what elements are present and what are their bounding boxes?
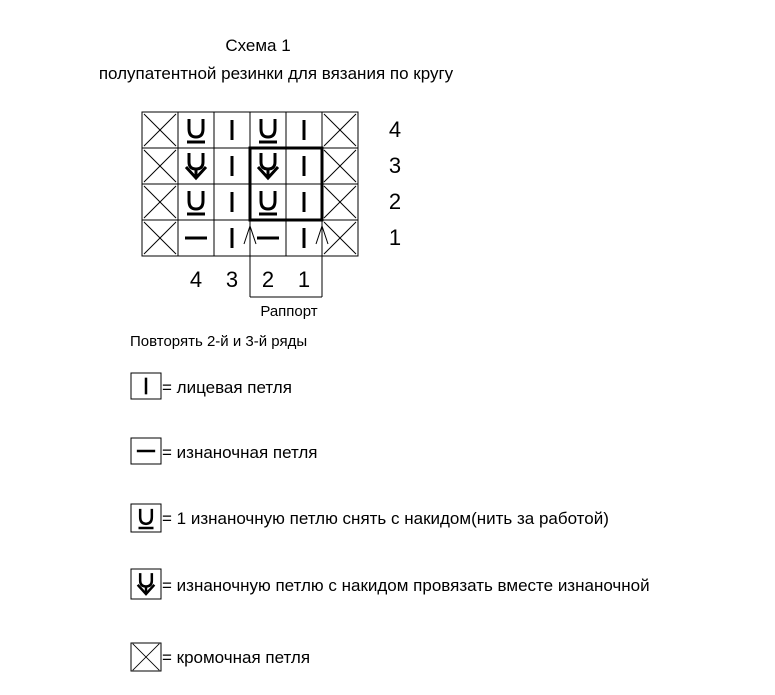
legend-text-edge: = кромочная петля: [162, 648, 311, 667]
rapport-label: Раппорт: [260, 303, 318, 320]
row-number-3: 3: [388, 153, 402, 178]
column-number-2: 2: [261, 267, 275, 292]
legend-text-purl-together: = изнаночную петлю с накидом провязать вместе изнаночной: [162, 576, 650, 595]
row-number-2: 2: [388, 189, 402, 214]
edge-stitch-icon: [324, 150, 356, 182]
slip-stitch-icon: [259, 191, 277, 214]
chart-subtitle: полупатентной резинки для вязания по кругу: [98, 64, 454, 83]
legend-item-slip: [131, 504, 609, 532]
column-number-1: 1: [297, 267, 311, 292]
purl-together-stitch-icon: [186, 153, 206, 178]
row-number-1: 1: [388, 225, 402, 250]
row-number-4: 4: [388, 117, 402, 142]
column-number-3: 3: [225, 267, 239, 292]
legend: [131, 373, 650, 671]
chart-title: Схема 1: [225, 36, 291, 55]
repeat-note: Повторять 2-й и 3-й ряды: [130, 333, 308, 350]
edge-stitch-icon: [324, 114, 356, 146]
column-number-4: 4: [189, 267, 203, 292]
edge-stitch-icon: [144, 222, 176, 254]
edge-stitch-icon: [144, 114, 176, 146]
legend-item-purl-together: [131, 569, 650, 599]
edge-stitch-icon: [324, 186, 356, 218]
edge-stitch-icon: [324, 222, 356, 254]
slip-stitch-icon: [187, 119, 205, 142]
legend-text-slip: = 1 изнаночную петлю снять с накидом(нить за работой): [162, 509, 609, 528]
legend-item-edge: [131, 643, 310, 671]
slip-stitch-icon: [259, 119, 277, 142]
legend-text-purl: = изнаночная петля: [162, 443, 318, 462]
purl-together-stitch-icon: [258, 153, 278, 178]
edge-stitch-icon: [144, 186, 176, 218]
legend-item-knit: [131, 373, 292, 399]
edge-stitch-icon: [144, 150, 176, 182]
legend-item-purl: [131, 438, 318, 464]
slip-stitch-icon: [187, 191, 205, 214]
legend-text-knit: = лицевая петля: [162, 378, 292, 397]
